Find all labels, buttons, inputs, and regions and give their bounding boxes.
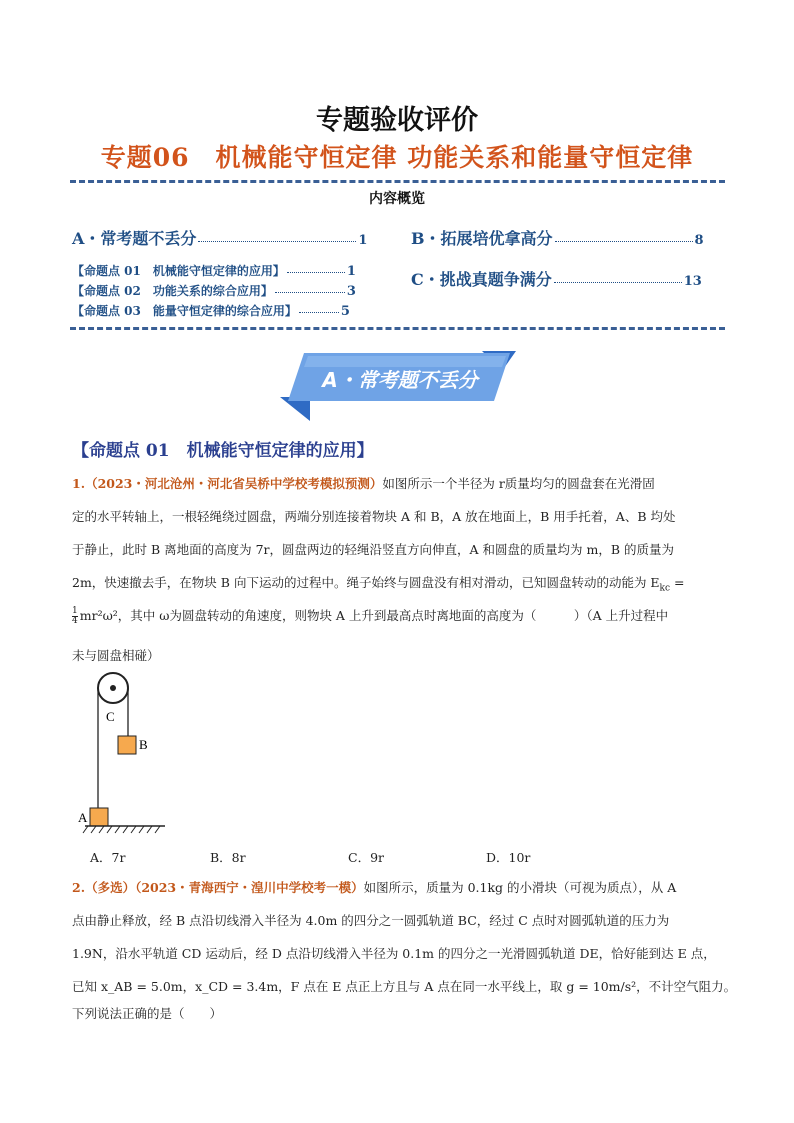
- toc-sub-label: 【命题点 03 能量守恒定律的综合应用】: [72, 304, 297, 318]
- q1-option-c[interactable]: C．9r: [348, 850, 384, 865]
- q1-text-5: mr²ω²，其中 ω为圆盘转动的角速度，则物块 A 上升到最高点时离地面的高度为（ ）（A 上升过程中: [79, 608, 669, 623]
- toc-a[interactable]: [72, 226, 367, 249]
- toc-leader: [554, 282, 682, 283]
- q1-option-a[interactable]: A．7r: [90, 850, 126, 865]
- q2-text-1: 如图所示，质量为 0.1kg 的小滑块（可视为质点），从 A: [363, 880, 677, 895]
- toc-b-label: B・拓展培优拿高分: [411, 229, 553, 248]
- pulley-axle: [110, 685, 116, 691]
- block-a: [90, 808, 108, 826]
- toc-sub-label: 【命题点 01 机械能守恒定律的应用】: [72, 264, 285, 278]
- page-title: 专题验收评价: [316, 105, 478, 136]
- toc-leader: [198, 241, 356, 242]
- toc-c[interactable]: [411, 267, 702, 290]
- block-b: [118, 736, 136, 754]
- q2-line-4: 已知 x_AB = 5.0m，x_CD = 3.4m，F 点在 E 点正上方且与 A 点在同一水平线上，取 g = 10m/s²，不计空气阻力。: [72, 979, 737, 994]
- q1-option-b[interactable]: B．8r: [210, 850, 246, 865]
- q1-line-2: 定的水平转轴上，一根轻绳绕过圆盘，两端分别连接着物块 A 和 B，A 放在地面上，B 用手托着，A、B 均处: [72, 509, 676, 524]
- q1-eq: =: [670, 575, 685, 590]
- toc-sub-label: 【命题点 02 功能关系的综合应用】: [72, 284, 273, 298]
- toc-leader: [275, 292, 345, 293]
- banner-label: A・常考题不丢分: [322, 368, 478, 392]
- q2-line-2: 点由静止释放，经 B 点沿切线滑入半径为 4.0m 的四分之一圆弧轨道 BC，经过 C 点时对圆弧轨道的压力为: [72, 913, 670, 928]
- top-divider: [70, 180, 725, 183]
- toc-b[interactable]: [411, 226, 704, 249]
- ground-hatch: [83, 826, 160, 833]
- toc-sub-3[interactable]: [72, 300, 350, 319]
- overview-label: 内容概览: [369, 191, 425, 207]
- toc-a-label: A・常考题不丢分: [72, 229, 197, 248]
- page-subtitle: 专题06 机械能守恒定律 功能关系和能量守恒定律: [100, 143, 694, 172]
- q1-line-5: [72, 606, 668, 626]
- toc-c-label: C・挑战真题争满分: [411, 270, 552, 289]
- q1-fraction-den: 4: [72, 616, 78, 626]
- q1-source: （2023・河北沧州・河北省吴桥中学校考模拟预测）: [85, 476, 383, 491]
- label-c: C: [106, 709, 115, 724]
- q1-line-3: 于静止，此时 B 离地面的高度为 7r，圆盘两边的轻绳沿竖直方向伸直，A 和圆盘的质量均为 m，B 的质量为: [72, 542, 675, 557]
- toc-sub-page: 3: [346, 284, 356, 299]
- toc-c-page: 13: [683, 274, 702, 289]
- toc-sub-page: 5: [340, 304, 350, 319]
- q2-line-5: 下列说法正确的是（ ）: [72, 1006, 223, 1021]
- toc-leader: [555, 241, 693, 242]
- q1-fraction: [72, 607, 78, 626]
- q1-option-d[interactable]: D．10r: [486, 850, 531, 865]
- q1-line-6: 未与圆盘相碰）: [72, 648, 160, 663]
- toc-leader: [299, 312, 339, 313]
- label-b: B: [139, 737, 148, 752]
- q1-text-1: 如图所示一个半径为 r质量均匀的圆盘套在光滑固: [382, 476, 655, 491]
- toc-sub-2[interactable]: [72, 280, 356, 299]
- q2-line-1: [72, 878, 676, 898]
- q1-fraction-num: 1: [72, 606, 78, 616]
- q1-ek-subscript: kc: [659, 583, 671, 594]
- q2-number: 2.: [72, 880, 86, 895]
- section-heading: 【命题点 01 机械能守恒定律的应用】: [72, 441, 374, 461]
- toc-sub-page: 1: [346, 264, 356, 279]
- q2-line-3: 1.9N，沿水平轨道 CD 运动后，经 D 点沿切线滑入半径为 0.1m 的四分之一光滑圆弧轨道 DE，恰好能到达 E 点，: [72, 946, 716, 961]
- toc-a-page: 1: [358, 233, 368, 248]
- toc-sub-1[interactable]: [72, 260, 356, 279]
- q2-source: （多选）（2023・青海西宁・湟川中学校考一模）: [85, 880, 364, 895]
- q1-pulley-figure: [70, 668, 180, 838]
- q1-number: 1.: [72, 476, 86, 491]
- q1-line-4: [72, 573, 685, 599]
- label-a: A: [78, 810, 88, 825]
- q1-line-1: [72, 474, 655, 494]
- q1-text-4: 2m，快速撤去手，在物块 B 向下运动的过程中。绳子始终与圆盘没有相对滑动，已知圆盘转动的动能为 E: [72, 575, 660, 590]
- bottom-divider: [70, 327, 725, 330]
- toc-b-page: 8: [694, 233, 704, 248]
- toc-leader: [287, 272, 345, 273]
